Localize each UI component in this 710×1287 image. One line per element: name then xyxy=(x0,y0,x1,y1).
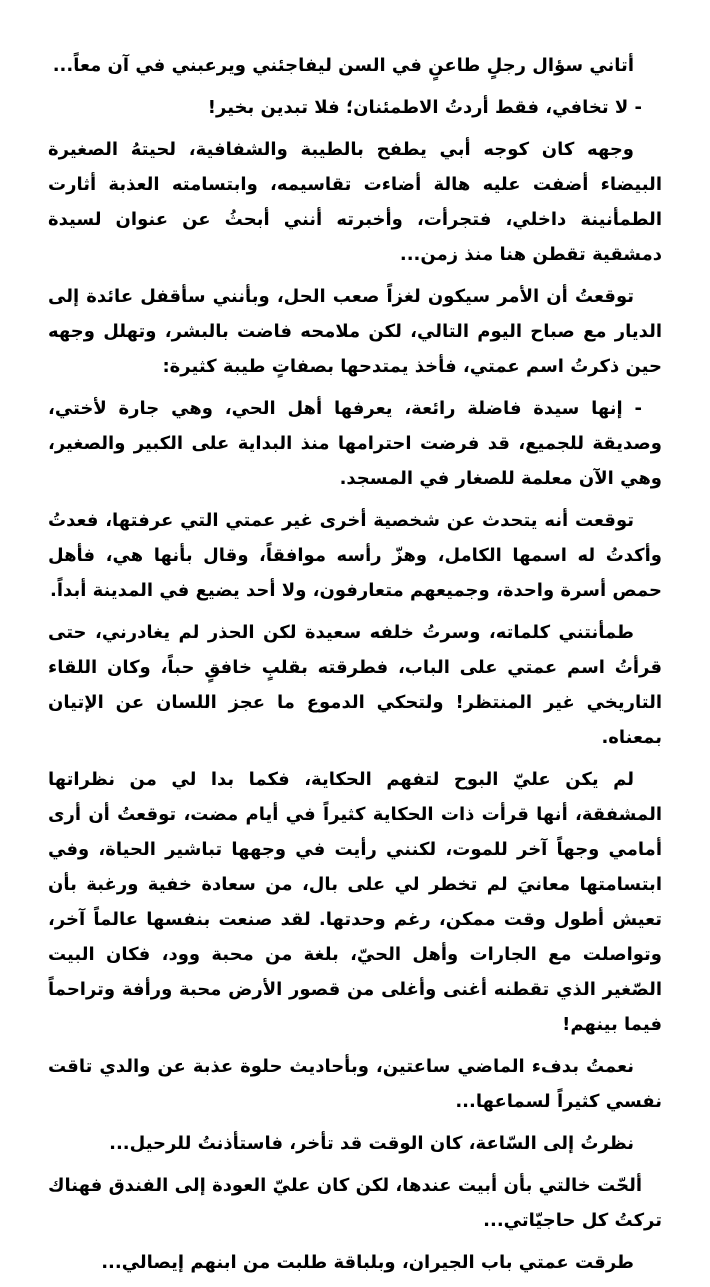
paragraph-7: طمأنتني كلماته، وسرتُ خلفه سعيدة لكن الحذر لم يغادرني، حتى قرأتُ اسم عمتي على الباب، فطرقته بقلبٍ خافقٍ حباً، وكان اللقاء التاريخي غير المنتظر! ولتحكي الدموع ما عجز اللسان عن الإتيان بمعناه. xyxy=(48,622,662,748)
paragraph-10: نظرتُ إلى السّاعة، كان الوقت قد تأخر، فاستأذنتُ للرحيل... xyxy=(109,1133,634,1154)
paragraph-4: توقعتُ أن الأمر سيكون لغزاً صعب الحل، وبأنني سأقفل عائدة إلى الديار مع صباح اليوم التالي، لكن ملامحه فاضت بالبشر، وتهلل وجهه حين ذكرتُ اسم عمتي، فأخذ يمتدحها بصفاتٍ طيبة كثيرة: xyxy=(48,286,662,377)
paragraph-11: ألحّت خالتي بأن أبيت عندها، لكن كان عليّ العودة إلى الفندق فهناك تركتُ كل حاجيّاتي... xyxy=(48,1175,662,1231)
paragraph-2: - لا تخافي، فقط أردتُ الاطمئنان؛ فلا تبدين بخير! xyxy=(207,97,642,118)
document-page xyxy=(48,48,662,1287)
paragraph-6: توقعت أنه يتحدث عن شخصية أخرى غير عمتي التي عرفتها، فعدتُ وأكدتُ له اسمها الكامل، وهزّ رأسه موافقاً، وقال بأنها هي، فأهل حمص أسرة واحدة، وجميعهم متعارفون، ولا أحد يضيع في المدينة أبداً. xyxy=(48,510,662,601)
paragraph-12: طرقت عمتي باب الجيران، وبلباقة طلبت من ابنهم إيصالي... xyxy=(101,1252,634,1273)
paragraph-5: - إنها سيدة فاضلة رائعة، يعرفها أهل الحي، وهي جارة لأختي، وصديقة للجميع، قد فرضت احترامها منذ البداية على الكبير والصغير، وهي الآن معلمة للصغار في المسجد. xyxy=(48,398,662,489)
paragraph-9: نعمتُ بدفء الماضي ساعتين، وبأحاديث حلوة عذبة عن والدي تاقت نفسي كثيراً لسماعها... xyxy=(48,1056,662,1112)
paragraph-8: لم يكن عليّ البوح لتفهم الحكاية، فكما بدا لي من نظراتها المشفقة، أنها قرأت ذات الحكاية كثيراً في أيام مضت، توقعتُ أن أرى أمامي وجهاً آخر للموت، لكنني رأيت في وجهها تباشير الحياة، وفي ابتسامتها معانيَ لم تخطر لي على بال، من سعادة خفية ورغبة بأن تعيش أطول وقت ممكن، رغم وحدتها. لقد صنعت بنفسها عالماً آخر، وتواصلت مع الجارات وأهل الحيّ، بلغة من محبة وود، فكان البيت الصّغير الذي تقطنه أغنى وأغلى من قصور الأرض محبة ورأفة وتراحماً فيما بينهم! xyxy=(48,769,662,1035)
paragraph-1: أتاني سؤال رجلٍ طاعنٍ في السن ليفاجئني ويرعبني في آن معاً... xyxy=(52,55,634,76)
paragraph-3: وجهه كان كوجه أبي يطفح بالطيبة والشفافية، لحيتهُ الصغيرة البيضاء أضفت عليه هالة أضاءت تقاسيمه، وابتسامته العذبة أثارت الطمأنينة داخلي، فتجرأت، وأخبرته أنني أبحثُ عن عنوان لسيدة دمشقية تقطن هنا منذ زمن... xyxy=(48,139,662,265)
